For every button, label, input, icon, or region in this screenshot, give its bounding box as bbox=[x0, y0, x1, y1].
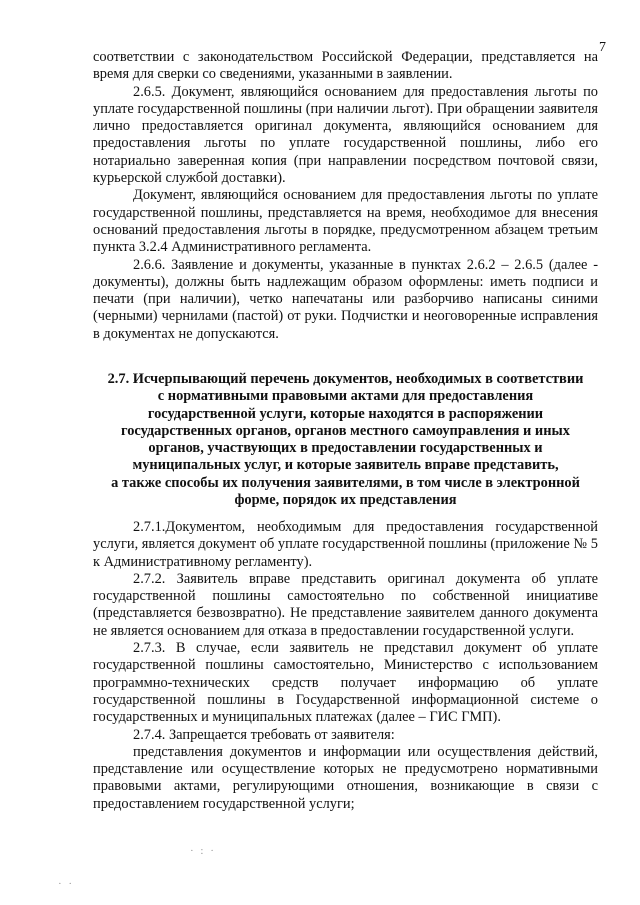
paragraph-2-7-3: 2.7.3. В случае, если заявитель не представил документ об уплате государственной пошлины самостоятельно, Министерство с использованием программно-технических средств получает информацию об уплате государственной пошлины в Государственной информационной системе о государственных и муниципальных платежах (далее – ГИС ГМП). bbox=[93, 640, 598, 726]
heading-line: органов, участвующих в предоставлении государственных и bbox=[148, 440, 543, 457]
heading-line: государственных органов, органов местного самоуправления и иных bbox=[121, 422, 570, 439]
heading-line: с нормативными правовыми актами для предоставления bbox=[157, 388, 534, 405]
section-heading-2-7 bbox=[93, 371, 598, 509]
paragraph-2-7-1: 2.7.1.Документом, необходимым для предоставления государственной услуги, является документ об уплате государственной пошлины (приложение № 5 к Административному регламенту). bbox=[93, 519, 598, 570]
heading-line: 2.7. Исчерпывающий перечень документов, необходимых в соответствии bbox=[107, 371, 584, 387]
paragraph-2-6-6: 2.6.6. Заявление и документы, указанные в пунктах 2.6.2 – 2.6.5 (далее - документы), должны быть надлежащим образом оформлены: иметь подписи и печати (при наличии), четко напечатаны или разборчиво написаны синими (черными) чернилами (пастой) от руки. Подчистки и неоговоренные исправления в документах не допускаются. bbox=[93, 256, 598, 342]
paragraph-benefit-document: Документ, являющийся основанием для предоставления льготы по уплате государственной пошлины, представляется на время, необходимое для внесения оснований предоставления льготы в порядке, предусмотренном абзацем третьим пункта 3.2.4 Административного регламента. bbox=[93, 187, 598, 256]
heading-line: муниципальных услуг, и которые заявитель вправе представить, bbox=[132, 457, 559, 474]
scan-speckle: · · bbox=[58, 878, 75, 890]
text-block-top bbox=[93, 49, 598, 343]
heading-line: форме, порядок их представления bbox=[234, 492, 457, 509]
text-block-bottom bbox=[93, 519, 598, 813]
paragraph-prohibition-item: представления документов и информации или осуществления действий, представление или осуществление которых не предусмотрено нормативными правовыми актами, регулирующими отношения, возникающие в связи с предоставлением государственной услуги; bbox=[93, 743, 598, 812]
paragraph-2-7-2: 2.7.2. Заявитель вправе представить оригинал документа об уплате государственной пошлины самостоятельно по собственной инициативе (представляется безвозвратно). Не представление заявителем данного документа не является основанием для отказа в предоставлении государственной услуги. bbox=[93, 570, 598, 639]
heading-line: государственной услуги, которые находятся в распоряжении bbox=[147, 405, 544, 422]
paragraph-2-7-4: 2.7.4. Запрещается требовать от заявителя: bbox=[133, 726, 395, 743]
heading-line: а также способы их получения заявителями, в том числе в электронной bbox=[111, 474, 580, 491]
paragraph-continuation: соответствии с законодательством Российской Федерации, представляется на время для сверки со сведениями, указанными в заявлении. bbox=[93, 49, 598, 83]
page-number: 7 bbox=[599, 40, 606, 55]
paragraph-2-6-5: 2.6.5. Документ, являющийся основанием для предоставления льготы по уплате государственной пошлины (при наличии льгот). При обращении заявителя лично предоставляется оригинал документа, являющийся основанием для предоставления льготы по уплате государственной пошлины, либо его нотариально заверенная копия (при направлении посредством почтовой связи, курьерской службой доставки). bbox=[93, 83, 598, 187]
scan-speckle: · : · bbox=[190, 845, 216, 857]
